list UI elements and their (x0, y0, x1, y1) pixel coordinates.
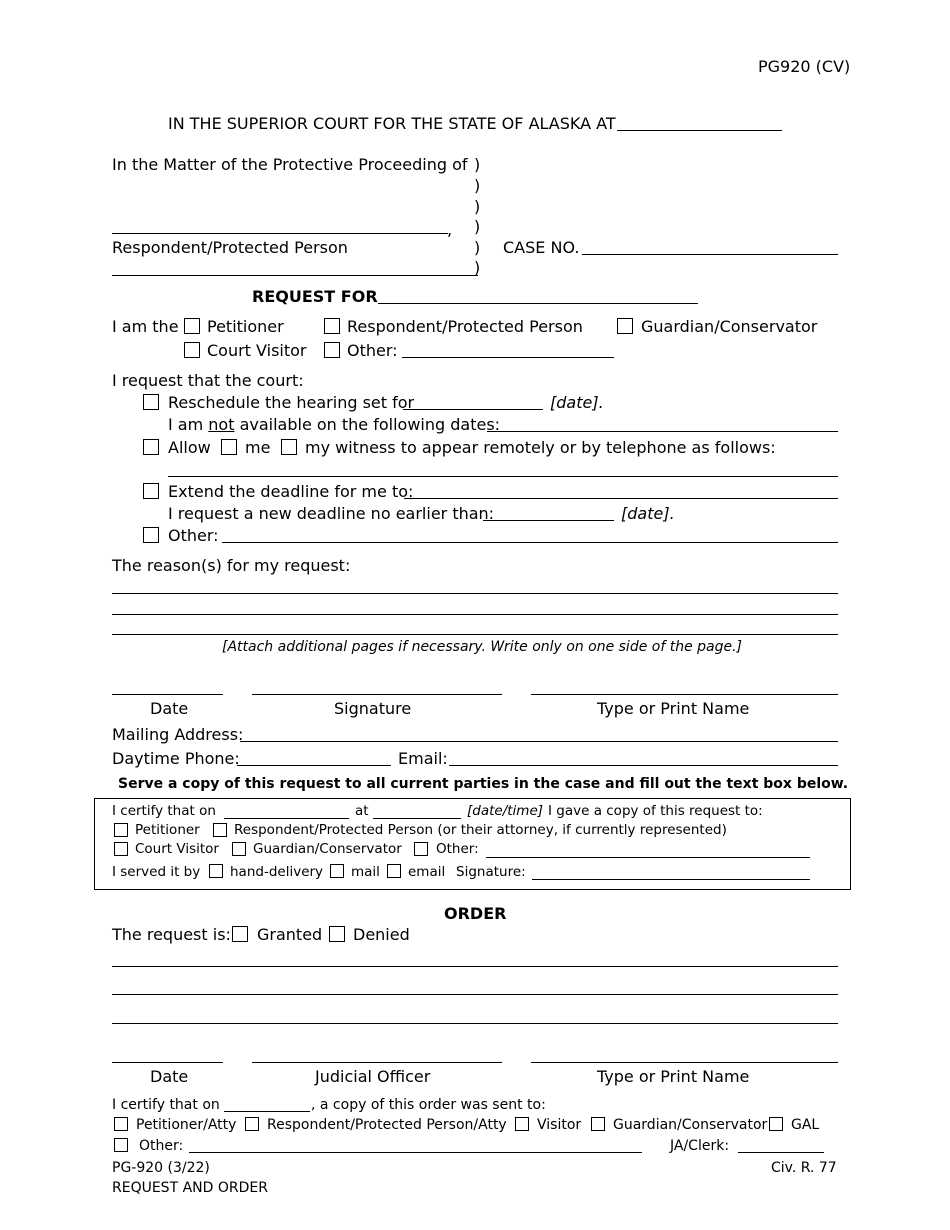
print-name-caption: Type or Print Name (597, 699, 750, 718)
order-date-caption: Date (150, 1067, 189, 1086)
request-is-label: The request is: (112, 925, 231, 944)
guardian-label: Guardian/Conservator (641, 317, 818, 336)
order-title: ORDER (444, 904, 507, 923)
order-print-name-caption: Type or Print Name (597, 1067, 750, 1086)
reasons-line[interactable] (112, 634, 838, 635)
clerk-label: JA/Clerk: (670, 1138, 730, 1154)
witness-checkbox[interactable] (281, 439, 297, 455)
distribution-date-field[interactable] (224, 1111, 310, 1112)
denied-checkbox[interactable] (329, 926, 345, 942)
new-deadline-label: I request a new deadline no earlier than: (168, 504, 495, 523)
petitioner-checkbox[interactable] (184, 318, 200, 334)
clerk-field[interactable] (738, 1152, 824, 1153)
served-by-label: I served it by (112, 864, 201, 880)
me-checkbox[interactable] (221, 439, 237, 455)
date-caption: Date (150, 699, 189, 718)
dist-visitor-checkbox[interactable] (515, 1117, 529, 1131)
order-line[interactable] (112, 966, 838, 967)
hand-delivery-label: hand-delivery (230, 864, 324, 880)
caption-paren: ) (474, 197, 481, 216)
role-intro: I am the (112, 317, 179, 336)
cert-other-label: Other: (436, 841, 479, 857)
witness-label: my witness to appear remotely or by telephone as follows: (305, 438, 776, 457)
date-line[interactable] (112, 694, 223, 695)
role-other-field[interactable] (402, 357, 614, 358)
caption-bottom-line (112, 275, 478, 276)
dist-gal-label: GAL (791, 1117, 820, 1133)
me-label: me (245, 438, 271, 457)
mail-label: mail (351, 864, 380, 880)
granted-label: Granted (257, 925, 323, 944)
request-other-field[interactable] (222, 542, 838, 543)
dist-visitor-label: Visitor (537, 1117, 582, 1133)
respondent-label: Respondent/Protected Person (112, 238, 348, 257)
dist-petitioner-checkbox[interactable] (114, 1117, 128, 1131)
certify-date-field[interactable] (224, 818, 349, 819)
mailing-address-field[interactable] (240, 741, 838, 742)
dist-other-field[interactable] (189, 1152, 642, 1153)
dist-respondent-label: Respondent/Protected Person/Atty (267, 1117, 507, 1133)
request-for-label: REQUEST FOR (252, 287, 378, 306)
cert-court-visitor-checkbox[interactable] (114, 842, 128, 856)
denied-label: Denied (353, 925, 410, 944)
case-no-label: CASE NO. (503, 238, 580, 257)
mailing-address-label: Mailing Address: (112, 725, 244, 744)
caption-paren: ) (474, 176, 481, 195)
court-visitor-label: Court Visitor (207, 341, 307, 360)
reasons-line[interactable] (112, 593, 838, 594)
cert-petitioner-label: Petitioner (135, 822, 200, 838)
cert-signature-label: Signature: (456, 864, 526, 880)
email-method-label: email (408, 864, 446, 880)
dist-guardian-label: Guardian/Conservator (613, 1117, 768, 1133)
dist-respondent-checkbox[interactable] (245, 1117, 259, 1131)
signature-caption: Signature (334, 699, 412, 718)
cert-petitioner-checkbox[interactable] (114, 823, 128, 837)
cert-court-visitor-label: Court Visitor (135, 841, 219, 857)
request-for-field[interactable] (378, 303, 698, 304)
certify-at-label: at (355, 803, 369, 819)
form-code: PG920 (CV) (758, 57, 851, 76)
reschedule-date-hint: [date]. (550, 393, 604, 412)
daytime-phone-label: Daytime Phone: (112, 749, 240, 768)
caption-paren: ) (474, 217, 481, 236)
granted-checkbox[interactable] (232, 926, 248, 942)
gave-copy-label: I gave a copy of this request to: (548, 803, 763, 819)
order-line[interactable] (112, 994, 838, 995)
role-other-label: Other: (347, 341, 398, 360)
certify-time-field[interactable] (373, 818, 461, 819)
reasons-label: The reason(s) for my request: (112, 556, 351, 575)
serve-notice: Serve a copy of this request to all current parties in the case and fill out the text box below. (118, 776, 849, 792)
cert-respondent-label: Respondent/Protected Person (or their attorney, if currently represented) (234, 822, 727, 838)
cert-respondent-checkbox[interactable] (213, 823, 227, 837)
attach-pages-note: [Attach additional pages if necessary. Write only on one side of the page.] (222, 639, 743, 655)
matter-label: In the Matter of the Protective Proceeding of (112, 155, 468, 174)
not-available-dates-field[interactable] (487, 431, 838, 432)
court-location-field[interactable] (617, 130, 782, 131)
cert-guardian-label: Guardian/Conservator (253, 841, 402, 857)
extend-checkbox[interactable] (143, 483, 159, 499)
not-available-label: I am not available on the following dates: (168, 415, 501, 434)
allow-checkbox[interactable] (143, 439, 159, 455)
print-name-line[interactable] (531, 694, 838, 695)
dist-guardian-checkbox[interactable] (591, 1117, 605, 1131)
judicial-officer-caption: Judicial Officer (315, 1067, 431, 1086)
cert-other-field[interactable] (486, 857, 810, 858)
reschedule-checkbox[interactable] (143, 394, 159, 410)
court-visitor-checkbox[interactable] (184, 342, 200, 358)
extend-label: Extend the deadline for me to: (168, 482, 414, 501)
distribution-certify-label: I certify that on (112, 1097, 220, 1113)
request-other-checkbox[interactable] (143, 527, 159, 543)
extend-task-field[interactable] (404, 498, 838, 499)
distribution-sent-label: , a copy of this order was sent to: (311, 1097, 546, 1113)
daytime-phone-field[interactable] (237, 765, 391, 766)
dist-gal-checkbox[interactable] (769, 1117, 783, 1131)
allow-label: Allow (168, 438, 211, 457)
role-other-checkbox[interactable] (324, 342, 340, 358)
order-line[interactable] (112, 1023, 838, 1024)
email-field[interactable] (449, 765, 838, 766)
respondent-label: Respondent/Protected Person (347, 317, 583, 336)
request-other-label: Other: (168, 526, 219, 545)
caption-paren: ) (474, 155, 481, 174)
new-deadline-field[interactable] (483, 520, 614, 521)
email-label: Email: (398, 749, 448, 768)
case-no-field[interactable] (582, 254, 838, 255)
new-deadline-hint: [date]. (621, 504, 675, 523)
court-title: IN THE SUPERIOR COURT FOR THE STATE OF ALASKA AT (168, 114, 616, 133)
requests-intro: I request that the court: (112, 371, 304, 390)
cert-signature-field[interactable] (532, 879, 810, 880)
hand-delivery-checkbox[interactable] (209, 864, 223, 878)
order-date-line[interactable] (112, 1062, 223, 1063)
respondent-name-field[interactable] (112, 233, 448, 234)
civil-rule: Civ. R. 77 (771, 1160, 837, 1176)
petitioner-label: Petitioner (207, 317, 284, 336)
reschedule-label: Reschedule the hearing set for (168, 393, 415, 412)
form-name: REQUEST AND ORDER (112, 1180, 268, 1196)
cert-other-checkbox[interactable] (414, 842, 428, 856)
reasons-line[interactable] (112, 614, 838, 615)
signature-line[interactable] (252, 694, 502, 695)
mail-checkbox[interactable] (330, 864, 344, 878)
dist-other-label: Other: (139, 1138, 184, 1154)
dist-other-checkbox[interactable] (114, 1138, 128, 1152)
date-time-hint: [date/time] (467, 803, 544, 819)
remote-details-field[interactable] (168, 476, 838, 477)
guardian-checkbox[interactable] (617, 318, 633, 334)
cert-guardian-checkbox[interactable] (232, 842, 246, 856)
caption-comma: , (447, 220, 453, 239)
dist-petitioner-label: Petitioner/Atty (136, 1117, 237, 1133)
judicial-officer-line[interactable] (252, 1062, 502, 1063)
certify-on-label: I certify that on (112, 803, 216, 819)
caption-paren: ) (474, 238, 481, 257)
respondent-checkbox[interactable] (324, 318, 340, 334)
form-number: PG-920 (3/22) (112, 1160, 210, 1176)
caption-paren: ) (474, 258, 481, 277)
reschedule-date-field[interactable] (403, 409, 543, 410)
order-print-name-line[interactable] (531, 1062, 838, 1063)
email-checkbox[interactable] (387, 864, 401, 878)
